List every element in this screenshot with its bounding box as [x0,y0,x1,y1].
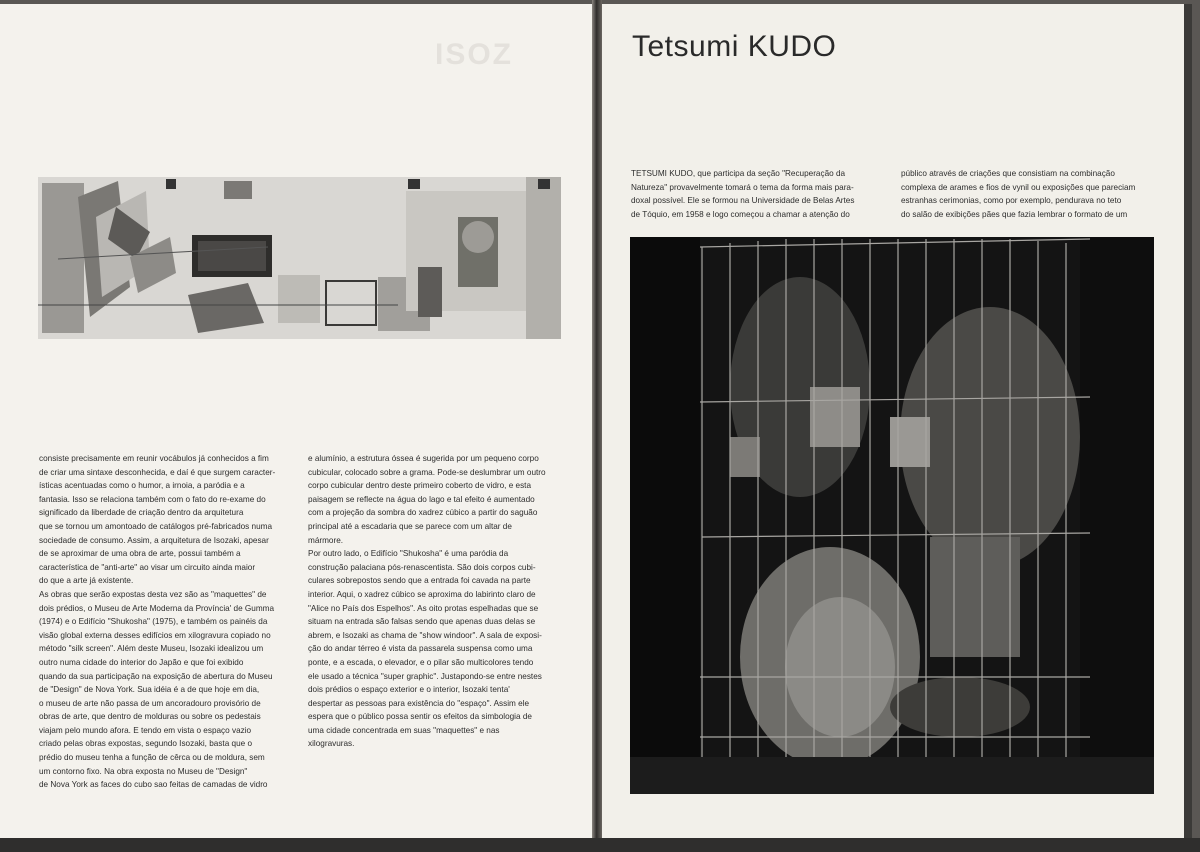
page-edge [1184,4,1192,838]
isozaki-axonometric-drawing [38,177,561,339]
left-page [0,4,594,838]
article-column-3: TETSUMI KUDO, que participa da seção "Recuperação da Natureza" provavelmente tomará o tema da forma mais para- doxal possível. Ele se formou na Universidade de Belas Artes de Tóquio, em 1958 e logo começou a chamar a atenção do [631,169,855,219]
page-title: Tetsumi KUDO [632,30,837,63]
article-column-4: público através de criações que consistiam na combinação complexa de arames e fios de vynil ou exposições que pareciam estranhas cerimonias, como por exemplo, pendurava no teto do salão de exibições pães que fazia lembrar o formato de um [901,169,1136,219]
book-spine [592,0,602,852]
ghost-title: ISOZ [435,38,514,71]
kudo-cage-photograph [630,237,1154,794]
article-column-2: e alumínio, a estrutura óssea é sugerida por um pequeno corpo cubicular, colocado sobre a grama. Pode-se deslumbrar um outro corpo cubicular dentro deste primeiro coberto de vidro, e esta paisagem se reflecte na água do lago e tal efeito é aumentado com a projeção da sombra do xadrez cúbico a partir do saguão principal até a escadaria que se parece com um altar de mármore. Por outro lado, o Edifício "Shukosha" é uma paródia da construção palaciana pós-renascentista. São dois corpos cubi- culares sobrepostos sendo que a entrada foi cavada na parte interior. Aqui, o xadrez cúbico se aproxima do labirinto claro de "Alice no País dos Espelhos". As oito protas espelhadas que se situam na entrada são falsas sendo que apenas duas delas se abrem, e Isozaki as chama de "show windoor". A sala de exposi- ção do andar térreo é vista da passarela suspensa como uma ponte, e a escada, o elevador, e o pilar são multicolores tendo ele usado a técnica "super graphic". Justapondo-se entre nestes dois prédios o espaço exterior e o interior, Isozaki tenta' despertar as pessoas para existência do "espaço". Assim ele espera que o público possa sentir os efeitos da simbologia de uma cidade concentrada em suas "maquettes" e nas xilogravuras. [308,454,546,749]
scan-bottom-edge [0,838,1200,852]
article-column-1: consiste precisamente em reunir vocábulos já conhecidos a fim de criar uma sintaxe desconhecida, e daí é que surgem caracter- ísticas acentuadas como o humor, a irnoia, a paródia e a fantasia. Isso se relaciona também com o fato do re-exame do significado da liberdade de criação dentro da arquitetura que se tornou um amontoado de catálogos pré-fabricados numa sociedade de consumo. Assim, a arquitetura de Isozaki, apesar de se aproximar de uma obra de arte, possui também a característica de "anti-arte" ao visar um circuito ainda maior do que a arte já existente. As obras que serão expostas desta vez são as "maquettes" de dois prédios, o Museu de Arte Moderna da Província' de Gumma (1974) e o Edifício "Shukosha" (1975), e também os painéis da visão global externa desses edifícios em xilogravura copiado no método "silk screen". Além deste Museu, Isozaki idealizou um outro numa cidade do interior do Japão e que foi exibido quando da sua participação na exposição de abertura do Museu de "Design" de Nova York. Sua idéia é a de que hoje em dia, o museu de arte não passa de um ancoradouro provisório de obras de arte, que dentro de molduras ou sobre os pedestais viajam pelo mundo afora. E tendo em vista o espaço vazio criado pelas obras expostas, segundo Isozaki, basta que o prédio do museu tenha a função de cêrca ou de moldura, sem um contorno fixo. Na obra exposta no Museu de "Design" de Nova York as faces do cubo sao feitas de camadas de vidro [39,454,276,790]
